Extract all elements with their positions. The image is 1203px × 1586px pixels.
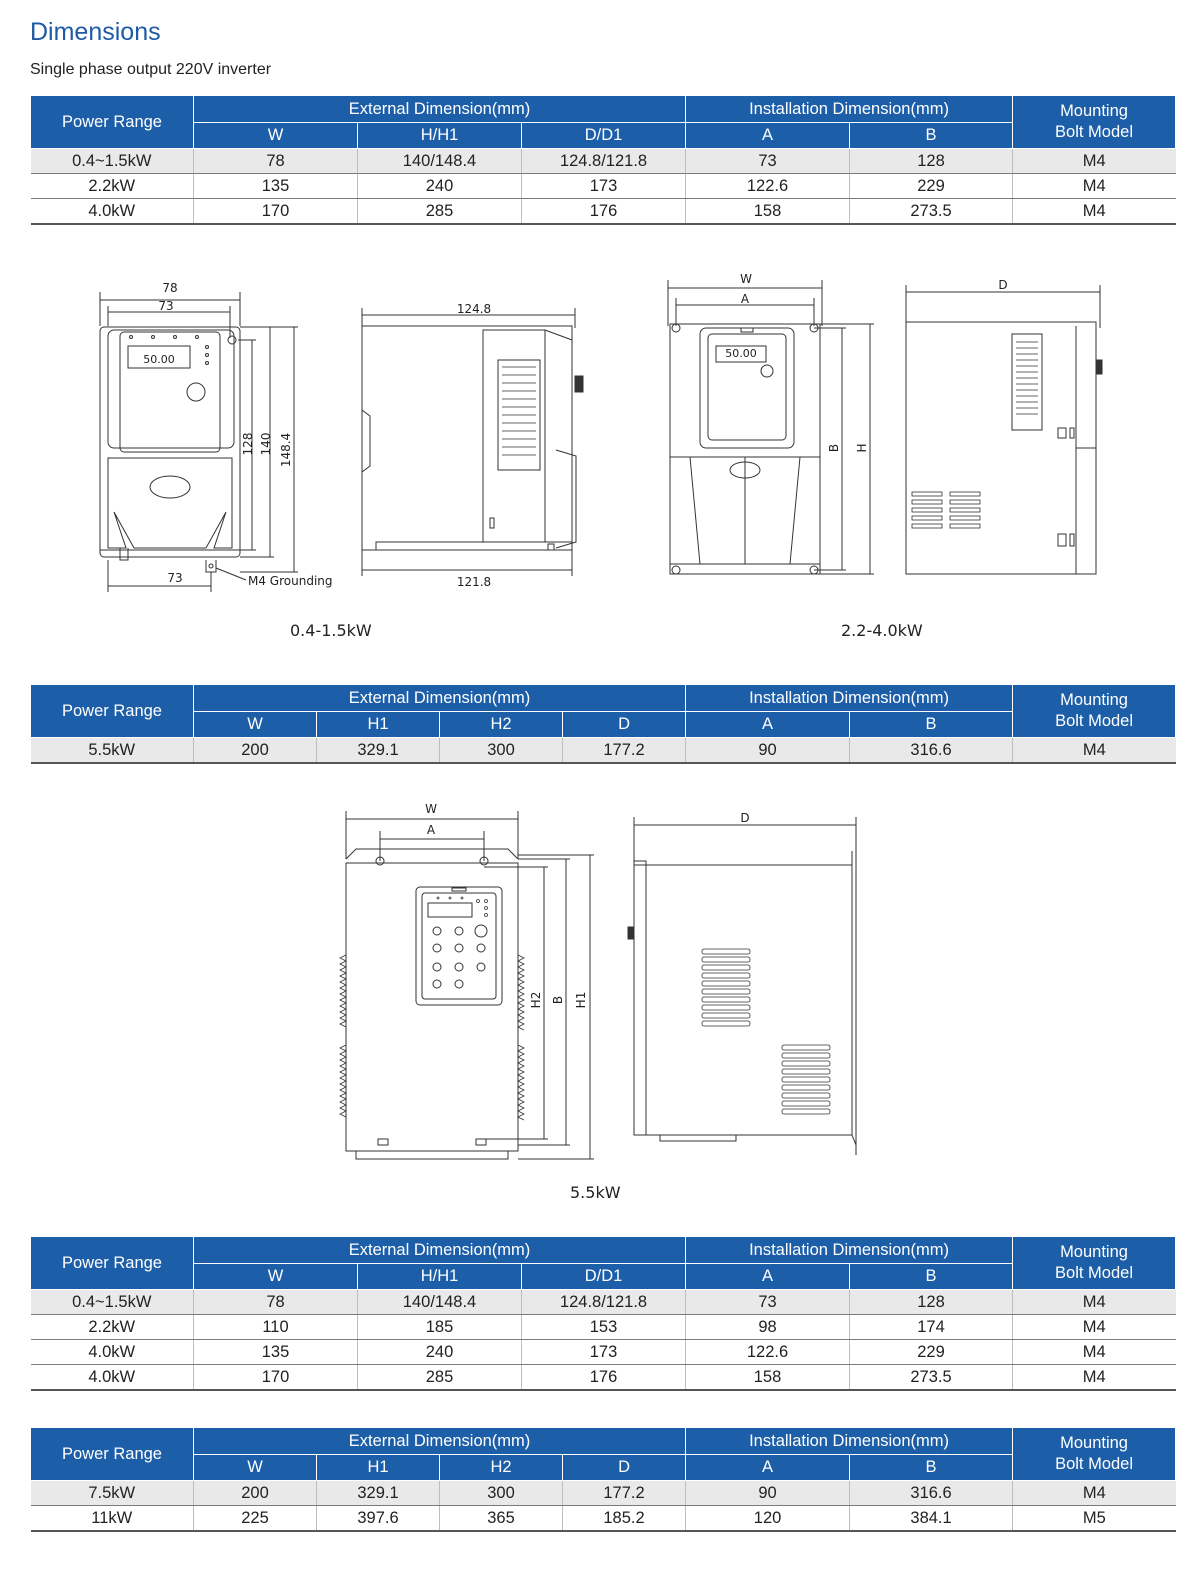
- dim-label: W: [425, 802, 437, 816]
- table-cell: M4: [1013, 738, 1176, 764]
- header-col: A: [686, 711, 850, 738]
- table-row: [31, 174, 1176, 199]
- table-cell: 176: [522, 1365, 686, 1391]
- table-cell: 300: [440, 738, 563, 764]
- table-cell: 78: [194, 1290, 358, 1315]
- table-row: [31, 1340, 1176, 1365]
- table-row: [31, 1506, 1176, 1532]
- table-cell: 229: [850, 174, 1013, 199]
- dimension-table-2: [30, 684, 1176, 764]
- power-range-cell: 4.0kW: [31, 1365, 194, 1391]
- table-cell: M4: [1013, 1315, 1176, 1340]
- power-range-cell: 2.2kW: [31, 1315, 194, 1340]
- table-cell: 200: [194, 1481, 317, 1506]
- header-col: H/H1: [358, 1263, 522, 1290]
- table-cell: 285: [358, 199, 522, 225]
- table-cell: 140/148.4: [358, 1290, 522, 1315]
- power-range-cell: 0.4~1.5kW: [31, 1290, 194, 1315]
- table-cell: M5: [1013, 1506, 1176, 1532]
- table-cell: 158: [686, 1365, 850, 1391]
- table-cell: 170: [194, 199, 358, 225]
- page-title: Dimensions: [30, 18, 161, 46]
- table-row: [31, 1290, 1176, 1315]
- table-cell: 122.6: [686, 174, 850, 199]
- table-cell: 128: [850, 149, 1013, 174]
- table-row: [31, 738, 1176, 764]
- power-range-cell: 11kW: [31, 1506, 194, 1532]
- table-cell: 140/148.4: [358, 149, 522, 174]
- table-cell: 285: [358, 1365, 522, 1391]
- dim-label: 128: [241, 432, 255, 456]
- table-cell: 185.2: [563, 1506, 686, 1532]
- header-external-dimension: External Dimension(mm): [194, 1237, 686, 1264]
- header-external-dimension: External Dimension(mm): [194, 685, 686, 712]
- dimension-table-1: [30, 95, 1176, 225]
- dim-label: H1: [574, 991, 588, 1009]
- table-cell: 384.1: [850, 1506, 1013, 1532]
- table-cell: 128: [850, 1290, 1013, 1315]
- header-col: B: [850, 122, 1013, 149]
- table-cell: 365: [440, 1506, 563, 1532]
- dim-label: A: [426, 823, 436, 837]
- caption-medium-model: 2.2-4.0kW: [841, 621, 923, 640]
- table-cell: 329.1: [317, 738, 440, 764]
- table-cell: 174: [850, 1315, 1013, 1340]
- table-row: [31, 199, 1176, 225]
- header-mounting-bolt: Mounting Bolt Model: [1013, 96, 1176, 149]
- dim-label: 78: [162, 281, 178, 295]
- header-col: W: [194, 711, 317, 738]
- power-range-cell: 2.2kW: [31, 174, 194, 199]
- table-cell: M4: [1013, 1290, 1176, 1315]
- header-col: H1: [317, 711, 440, 738]
- drawings-5-5kw-model: [0, 795, 1203, 1175]
- table-cell: 316.6: [850, 738, 1013, 764]
- table-cell: 273.5: [850, 1365, 1013, 1391]
- table-row: [31, 1365, 1176, 1391]
- header-col: D: [563, 711, 686, 738]
- power-range-cell: 0.4~1.5kW: [31, 149, 194, 174]
- power-range-cell: 4.0kW: [31, 199, 194, 225]
- dimension-table-3: [30, 1236, 1176, 1391]
- power-range-cell: 5.5kW: [31, 738, 194, 764]
- dim-label: B: [827, 443, 841, 453]
- table-cell: 316.6: [850, 1481, 1013, 1506]
- table-cell: 135: [194, 174, 358, 199]
- table-cell: 124.8/121.8: [522, 149, 686, 174]
- table-cell: M4: [1013, 1365, 1176, 1391]
- table-cell: 300: [440, 1481, 563, 1506]
- table-cell: M4: [1013, 174, 1176, 199]
- grounding-label: M4 Grounding: [248, 574, 333, 588]
- dim-label: 140: [259, 432, 273, 456]
- table-cell: 78: [194, 149, 358, 174]
- table-cell: 185: [358, 1315, 522, 1340]
- display-readout: 50.00: [143, 353, 175, 366]
- header-installation-dimension: Installation Dimension(mm): [686, 1237, 1013, 1264]
- table-cell: M4: [1013, 199, 1176, 225]
- header-installation-dimension: Installation Dimension(mm): [686, 1428, 1013, 1455]
- power-range-cell: 7.5kW: [31, 1481, 194, 1506]
- table-cell: 98: [686, 1315, 850, 1340]
- display-readout: 50.00: [725, 347, 757, 360]
- header-power-range: Power Range: [31, 1237, 194, 1290]
- table-cell: 240: [358, 1340, 522, 1365]
- table-cell: 122.6: [686, 1340, 850, 1365]
- dimension-table-4: [30, 1427, 1176, 1532]
- table-cell: 124.8/121.8: [522, 1290, 686, 1315]
- table-cell: 173: [522, 1340, 686, 1365]
- header-external-dimension: External Dimension(mm): [194, 96, 686, 123]
- table-cell: M4: [1013, 1340, 1176, 1365]
- table-cell: 240: [358, 174, 522, 199]
- table-row: [31, 149, 1176, 174]
- table-cell: 177.2: [563, 738, 686, 764]
- header-external-dimension: External Dimension(mm): [194, 1428, 686, 1455]
- table-cell: 329.1: [317, 1481, 440, 1506]
- dim-label: H2: [529, 991, 543, 1009]
- dim-label: D: [740, 811, 750, 825]
- dim-label: 73: [167, 571, 183, 585]
- table-cell: M4: [1013, 149, 1176, 174]
- table-cell: 170: [194, 1365, 358, 1391]
- header-col: B: [850, 1263, 1013, 1290]
- table-cell: 73: [686, 1290, 850, 1315]
- header-col: H2: [440, 1454, 563, 1481]
- table-cell: 90: [686, 738, 850, 764]
- header-col: A: [686, 1263, 850, 1290]
- header-col: A: [686, 1454, 850, 1481]
- header-mounting-bolt: Mounting Bolt Model: [1013, 1428, 1176, 1481]
- header-power-range: Power Range: [31, 685, 194, 738]
- caption-5-5kw-model: 5.5kW: [570, 1183, 621, 1202]
- header-col: D/D1: [522, 122, 686, 149]
- power-range-cell: 4.0kW: [31, 1340, 194, 1365]
- table-cell: 158: [686, 199, 850, 225]
- table-cell: 397.6: [317, 1506, 440, 1532]
- dim-label: A: [740, 292, 750, 306]
- header-col: W: [194, 1454, 317, 1481]
- header-col: H1: [317, 1454, 440, 1481]
- table-cell: 110: [194, 1315, 358, 1340]
- header-col: D: [563, 1454, 686, 1481]
- header-col: B: [850, 711, 1013, 738]
- dim-label: 73: [158, 299, 174, 313]
- dim-label: H: [855, 443, 869, 453]
- table-cell: 153: [522, 1315, 686, 1340]
- header-installation-dimension: Installation Dimension(mm): [686, 685, 1013, 712]
- table-cell: 73: [686, 149, 850, 174]
- dim-label: D: [998, 278, 1008, 292]
- table-cell: 120: [686, 1506, 850, 1532]
- table-cell: 135: [194, 1340, 358, 1365]
- drawings-small-models: [0, 230, 1203, 650]
- dim-label: 121.8: [456, 575, 492, 589]
- header-col: W: [194, 122, 358, 149]
- dim-label: 148.4: [279, 432, 293, 468]
- header-mounting-bolt: Mounting Bolt Model: [1013, 685, 1176, 738]
- table-cell: 177.2: [563, 1481, 686, 1506]
- table-cell: 90: [686, 1481, 850, 1506]
- table-cell: 200: [194, 738, 317, 764]
- dim-label: B: [551, 995, 565, 1005]
- header-power-range: Power Range: [31, 1428, 194, 1481]
- table-cell: 173: [522, 174, 686, 199]
- table-cell: 273.5: [850, 199, 1013, 225]
- dim-label: W: [740, 272, 752, 286]
- header-col: H2: [440, 711, 563, 738]
- header-col: A: [686, 122, 850, 149]
- header-col: B: [850, 1454, 1013, 1481]
- caption-small-model: 0.4-1.5kW: [290, 621, 372, 640]
- header-col: D/D1: [522, 1263, 686, 1290]
- dim-label: 124.8: [456, 302, 492, 316]
- header-col: W: [194, 1263, 358, 1290]
- table-row: [31, 1481, 1176, 1506]
- page-subtitle: Single phase output 220V inverter: [30, 61, 272, 78]
- table-cell: M4: [1013, 1481, 1176, 1506]
- table-cell: 225: [194, 1506, 317, 1532]
- header-mounting-bolt: Mounting Bolt Model: [1013, 1237, 1176, 1290]
- header-col: H/H1: [358, 122, 522, 149]
- header-installation-dimension: Installation Dimension(mm): [686, 96, 1013, 123]
- table-row: [31, 1315, 1176, 1340]
- header-power-range: Power Range: [31, 96, 194, 149]
- table-cell: 229: [850, 1340, 1013, 1365]
- table-cell: 176: [522, 199, 686, 225]
